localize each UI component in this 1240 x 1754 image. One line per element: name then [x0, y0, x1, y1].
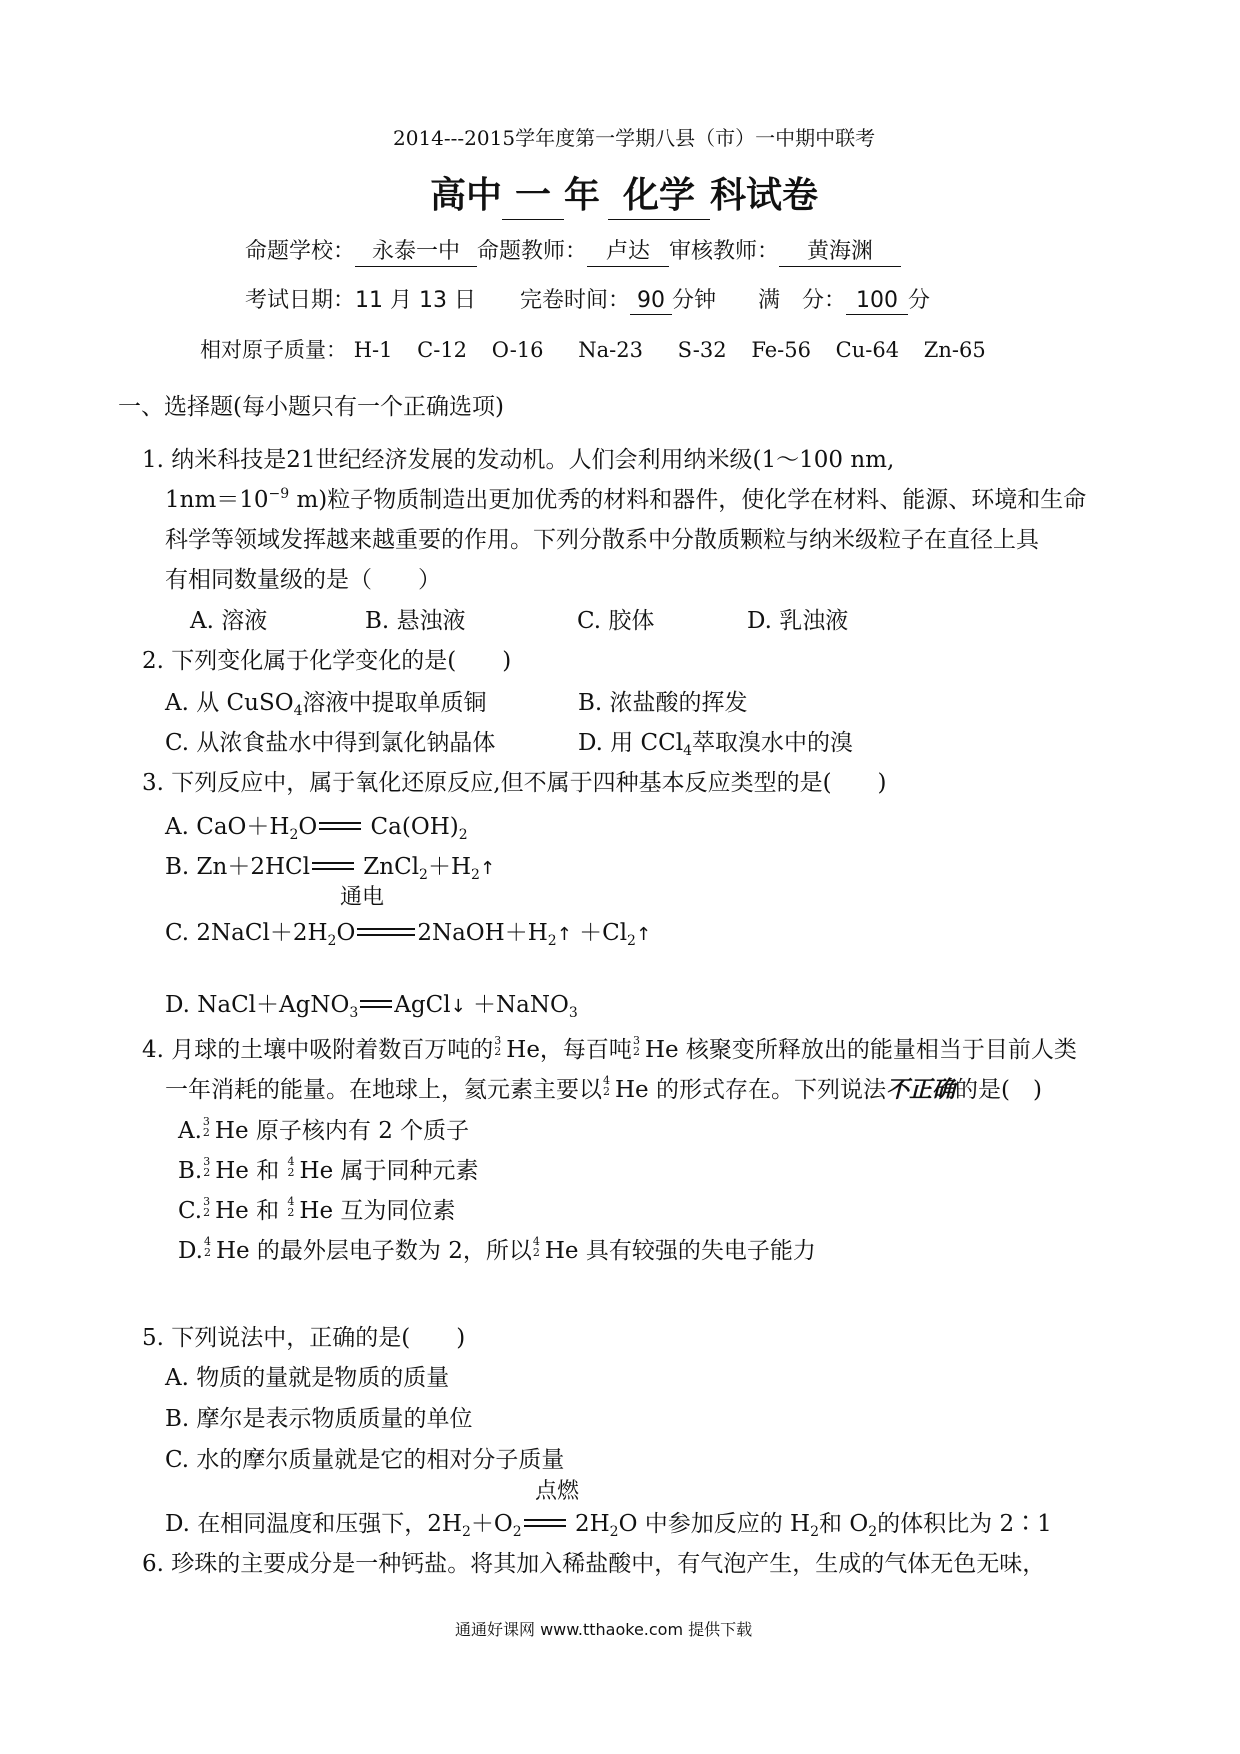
q4-opt-a-label: A. [178, 1118, 202, 1144]
atomic-mass-cu: Cu-64 [835, 338, 900, 362]
q3-c-s3: 2 [627, 933, 636, 949]
q3-option-a [165, 808, 468, 843]
he4-mass: 4 [287, 1155, 295, 1168]
q6-line1: 6. 珍珠的主要成分是一种钙盐。将其加入稀盐酸中，有气泡产生，生成的气体无色无味， [142, 1551, 1046, 1577]
atomic-mass-zn: Zn-65 [923, 338, 986, 362]
subject-prefix: 高中 [430, 175, 503, 216]
he3-isotope [493, 1034, 505, 1059]
atomic-mass-c: C-12 [417, 338, 468, 362]
q3-b-s1: 2 [419, 867, 428, 883]
he3-number: 2 [203, 1166, 211, 1179]
section-title: 一、选择题(每小题只有一个正确选项) [118, 394, 504, 420]
q3-c-p1: 2NaCl＋2H [196, 920, 328, 946]
q3-a-p3: Ca(OH) [363, 814, 459, 840]
date-value: 11 月 13 日 [355, 288, 476, 313]
q1-line2-b: m)粒子物质制造出更加优秀的材料和器件，使化学在材料、能源、环境和生命 [289, 487, 1087, 513]
subject-mid: 年 [564, 175, 601, 216]
q4-option-d [178, 1232, 816, 1265]
q3-a-p1: CaO＋H [196, 814, 290, 840]
he4-mass: 4 [203, 1235, 211, 1248]
q5-d-s5: 2 [868, 1524, 878, 1540]
q3-a-s2: 2 [458, 827, 468, 843]
q4-option-b [178, 1152, 479, 1185]
q2-opt-d-a: D. 用 CCl [578, 730, 684, 756]
q1-option-a: A. 溶液 [190, 608, 268, 634]
q1-line4: 有相同数量级的是（ ） [165, 567, 441, 593]
atomic-masses [200, 334, 986, 364]
he4-isotope [203, 1235, 215, 1260]
he3-mass: 3 [203, 1155, 211, 1168]
q3-b-p3: ＋H [427, 854, 472, 880]
atomic-mass-na: Na-23 [578, 338, 643, 362]
q2-option-b: B. 浓盐酸的挥发 [578, 690, 748, 716]
he3-mass: 3 [203, 1195, 211, 1208]
subject-suffix: 科试卷 [710, 175, 819, 216]
q1-line2-a: 1nm＝10 [165, 487, 269, 513]
he3-isotope [202, 1195, 214, 1220]
he3-isotope [202, 1115, 214, 1140]
q3-c-label: C. [165, 920, 197, 946]
q3-a-s1: 2 [289, 827, 299, 843]
q1-option-b: B. 悬浊液 [365, 608, 466, 634]
score-label: 满 分： [758, 288, 847, 313]
he4-mass: 4 [532, 1235, 540, 1248]
q2-option-a [165, 684, 487, 719]
q4-line1 [142, 1031, 1077, 1064]
q5-d-condition: 点燃 [535, 1479, 580, 1504]
q4-opt-d-text: He 的最外层电子数为 2，所以 [215, 1238, 532, 1264]
atomic-masses-label: 相对原子质量： [200, 338, 347, 362]
q5-d-s3: 2 [609, 1524, 619, 1540]
he4-isotope [532, 1235, 544, 1260]
he4-mass: 4 [603, 1074, 610, 1087]
q3-c-p3: 2NaOH＋H [417, 920, 548, 946]
q4-option-a [178, 1112, 469, 1145]
atomic-mass-s: S-32 [677, 338, 727, 362]
q3-d-p3: ＋NaNO [465, 992, 569, 1018]
q5-d-a: D. 在相同温度和压强下，2H [165, 1511, 462, 1537]
q1-line2 [165, 481, 1086, 514]
q1-line2-sup: −9 [268, 486, 290, 502]
he4-number: 2 [287, 1206, 295, 1219]
he4-isotope [287, 1155, 299, 1180]
he4-number: 2 [532, 1246, 540, 1259]
q5-d-s1: 2 [461, 1524, 471, 1540]
q4-emphasis: 不正确 [885, 1076, 955, 1103]
time-value: 90 [630, 288, 672, 315]
info-line [245, 283, 930, 315]
q5-d-equals [524, 1519, 566, 1527]
q4-line2-c: 的是( ) [954, 1077, 1042, 1103]
q1-line3: 科学等领域发挥越来越重要的作用。下列分散系中分散质颗粒与纳米级粒子在直径上具 [165, 527, 1039, 553]
score-value: 100 [846, 288, 908, 315]
exam-title: 2014---2015学年度第一学期八县（市）一中期中联考 [393, 126, 876, 150]
q3-d-s1: 3 [349, 1005, 359, 1021]
q3-b-equals [312, 862, 354, 870]
he3-number: 2 [494, 1045, 502, 1058]
he3-mass: 3 [632, 1034, 640, 1047]
school-label: 命题学校： [245, 239, 356, 264]
q2-opt-d-sub: 4 [683, 743, 693, 759]
he4-number: 2 [603, 1085, 610, 1098]
q1-option-d: D. 乳浊液 [747, 608, 849, 634]
q5-d-s4: 2 [810, 1524, 820, 1540]
atomic-mass-fe: Fe-56 [751, 338, 811, 362]
atomic-mass-h: H-1 [353, 338, 393, 362]
up-arrow-icon: ↑ [479, 858, 496, 879]
q4-opt-b-text2: He 属于同种元素 [299, 1158, 479, 1184]
q4-opt-d-text2: He 具有较强的失电子能力 [544, 1238, 816, 1264]
q5-option-d [165, 1505, 1052, 1540]
he4-mass: 4 [287, 1195, 295, 1208]
q5-d-d: O 中参加反应的 H [618, 1511, 811, 1537]
q4-opt-c-text2: He 互为同位素 [299, 1198, 456, 1224]
q3-option-b [165, 848, 495, 883]
date-label: 考试日期： [245, 288, 356, 313]
q4-opt-b-text: He 和 [215, 1158, 287, 1184]
teacher-label: 命题教师： [477, 239, 588, 264]
q3-c-s2: 2 [547, 933, 557, 949]
q3-option-c [165, 914, 651, 949]
q3-option-d [165, 986, 578, 1021]
q5-option-b: B. 摩尔是表示物质质量的单位 [165, 1406, 473, 1432]
q3-d-label: D. [165, 992, 198, 1018]
q2-opt-a-b: 溶液中提取单质铜 [302, 690, 487, 716]
subject-name: 化学 [608, 167, 710, 220]
q5-option-c: C. 水的摩尔质量就是它的相对分子质量 [165, 1447, 565, 1473]
q3-d-s2: 3 [568, 1005, 578, 1021]
q3-c-p2: O [336, 920, 356, 946]
q3-stem: 3. 下列反应中，属于氧化还原反应,但不属于四种基本反应类型的是( ) [142, 770, 887, 796]
he3-number: 2 [632, 1045, 640, 1058]
q4-opt-d-label: D. [178, 1238, 203, 1264]
q2-stem: 2. 下列变化属于化学变化的是( ) [142, 648, 512, 674]
q3-b-label: B. [165, 854, 197, 880]
q3-c-condition: 通电 [340, 885, 385, 910]
q2-opt-d-b: 萃取溴水中的溴 [692, 730, 854, 756]
he4-number: 2 [287, 1166, 295, 1179]
teacher-value: 卢达 [587, 234, 669, 267]
q5-d-s2: 2 [512, 1524, 522, 1540]
q4-opt-a-text: He 原子核内有 2 个质子 [214, 1118, 470, 1144]
q3-a-p2: O [298, 814, 318, 840]
q4-line2 [165, 1071, 1042, 1104]
he3-isotope [202, 1155, 214, 1180]
q1-option-c: C. 胶体 [577, 608, 655, 634]
q4-opt-c-label: C. [178, 1198, 203, 1224]
up-arrow-icon: ↑ [635, 924, 652, 945]
subject-grade: 一 [502, 167, 564, 220]
q5-d-f: 的体积比为 2∶1 [877, 1511, 1052, 1537]
reviewer-label: 审核教师： [669, 239, 780, 264]
q3-a-label: A. [165, 814, 197, 840]
q4-opt-c-text: He 和 [215, 1198, 287, 1224]
up-arrow-icon: ↑ [556, 924, 572, 945]
q5-option-a: A. 物质的量就是物质的质量 [165, 1365, 450, 1391]
q3-c-s1: 2 [327, 933, 337, 949]
q4-option-c [178, 1192, 455, 1225]
q2-option-c: C. 从浓食盐水中得到氯化钠晶体 [165, 730, 496, 756]
q3-d-equals [360, 1000, 392, 1008]
q5-d-e: 和 O [819, 1511, 869, 1537]
q3-b-p1: Zn＋2HCl [196, 854, 310, 880]
q5-d-c: 2H [567, 1511, 610, 1537]
reviewer-value: 黄海渊 [779, 234, 901, 267]
he3-number: 2 [203, 1206, 211, 1219]
q5-d-b: ＋O [470, 1511, 513, 1537]
q2-opt-a-sub: 4 [293, 703, 303, 719]
he3-isotope [632, 1034, 644, 1059]
q4-line1-b: He，每百吨 [506, 1037, 632, 1063]
q4-line1-a: 4. 月球的土壤中吸附着数百万吨的 [142, 1037, 494, 1063]
q2-opt-a-a: A. 从 CuSO [165, 690, 294, 716]
school-value: 永泰一中 [355, 234, 477, 267]
time-label: 完卷时间： [519, 288, 630, 313]
down-arrow-icon: ↓ [450, 996, 466, 1017]
q3-b-s2: 2 [471, 867, 480, 883]
he4-isotope [286, 1195, 298, 1220]
score-unit: 分 [908, 288, 931, 313]
atomic-mass-o: O-16 [491, 338, 544, 362]
he4-number: 2 [203, 1246, 211, 1259]
he3-number: 2 [202, 1126, 210, 1139]
q3-a-equals [319, 822, 361, 830]
he4-isotope [602, 1074, 614, 1099]
he3-mass: 3 [494, 1034, 502, 1047]
time-unit: 分钟 [672, 288, 717, 313]
q4-line2-a: 一年消耗的能量。在地球上，氦元素主要以 [165, 1077, 602, 1103]
q4-opt-b-label: B. [178, 1158, 203, 1184]
q5-stem: 5. 下列说法中，正确的是( ) [142, 1325, 466, 1351]
q2-option-d [578, 724, 853, 759]
q4-line2-b: He 的形式存在。下列说法 [615, 1077, 886, 1103]
author-line [245, 234, 901, 267]
q4-line1-c: He 核聚变所释放出的能量相当于目前人类 [644, 1037, 1077, 1063]
q3-d-p1: NaCl＋AgNO [197, 992, 350, 1018]
footer-text: 通通好课网 www.tthaoke.com 提供下载 [455, 1620, 753, 1639]
q1-line1: 1. 纳米科技是21世纪经济发展的发动机。人们会利用纳米级(1～100 nm, [142, 447, 895, 473]
subject-line [430, 167, 818, 220]
he3-mass: 3 [202, 1115, 210, 1128]
q3-c-equals [357, 928, 415, 936]
q3-d-p2: AgCl [394, 992, 451, 1018]
q3-b-p2: ZnCl [355, 854, 420, 880]
q3-c-p4: ＋Cl [571, 920, 628, 946]
